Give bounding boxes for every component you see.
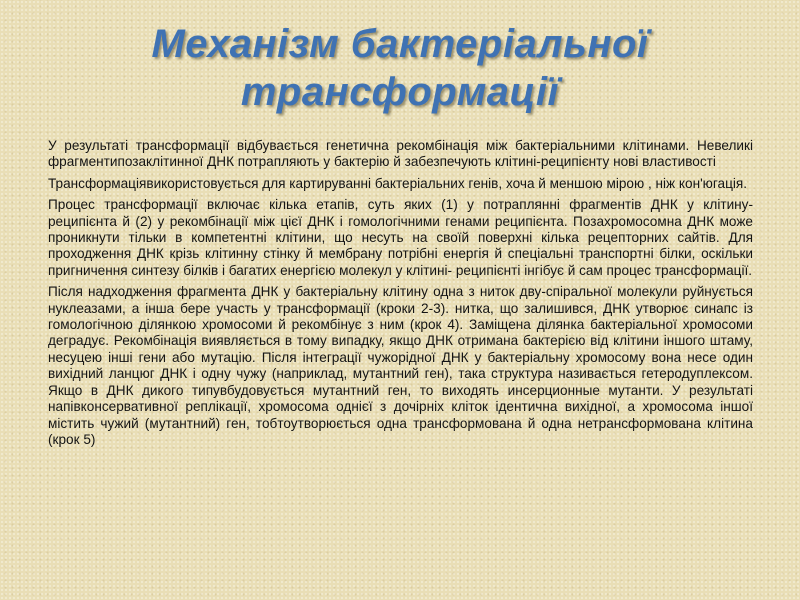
paragraph-gene-mapping: Трансформаціявикористовується для картируванні бактеріальних генів, хоча й меншою мірою , ніж кон'югація. [48, 175, 748, 191]
slide-body [48, 138, 753, 453]
slide-title-line-1: Механізм бактеріальної [151, 22, 649, 66]
paragraph-transformation-stages: Процес трансформації включає кілька етапів, суть яких (1) у потраплянні фрагментів ДНК у клітину- реципієнта й (2) у рекомбінації між цієї ДНК і гомологічними генами реципієнта. Позахромосомна ДНК може проникнути тільки в компетентні клітини, що несуть на своїй поверхні кілька рецепторних сайтів. Для проходження ДНК крізь клітинну стінку й мембрану потрібні енергія й спеціальні транспортні білки, оскільки пригничення синтезу білків і багатих енергією молекул у клітині- реципієнті інгібує й сам процес трансформації. [48, 197, 753, 278]
paragraph-transformation-definition: У результаті трансформації відбувається генетична рекомбінація між бактеріальними клітинами. Невеликі фрагментипозаклітинної ДНК потрапляють у бактерію й забезпечують клітині-реципієнту нові властивості [48, 138, 753, 170]
slide-title-line-2: трансформації [240, 70, 560, 114]
paragraph-recombination-process: Після надходження фрагмента ДНК у бактеріальну клітину одна з ниток дву-спіральної молекули руйнується нуклеазами, а інша бере участь у трансформації (кроки 2-3). нитка, що залишився, ДНК утворює синапс із гомологічною ділянкою хромосоми й рекомбінує з ним (крок 4). Заміщена ділянка бактеріальної хромосоми деградує. Рекомбінація виявляється в тому випадку, якщо ДНК отримана бактерією від клітини іншого штаму, несуцею інші гени або мутацію. Після інтеграції чужорідної ДНК у бактеріальну хромосому вона несе один вихідний ланцюг ДНК і одну чужу (наприклад, мутантний ген), така структура називається гетеродуплексом. Якщо в ДНК дикого типувбудовується мутантний ген, то виходять инсерционные мутанти. У результаті напівконсервативної реплікації, хромосома однієї з дочірніх кліток ідентична вихідної, а хромосома іншої містить чужий (мутантний) ген, тобтоутворюється одна трансформована й одна нетрансформована клітина (крок 5) [48, 284, 753, 447]
slide-title [0, 20, 800, 116]
